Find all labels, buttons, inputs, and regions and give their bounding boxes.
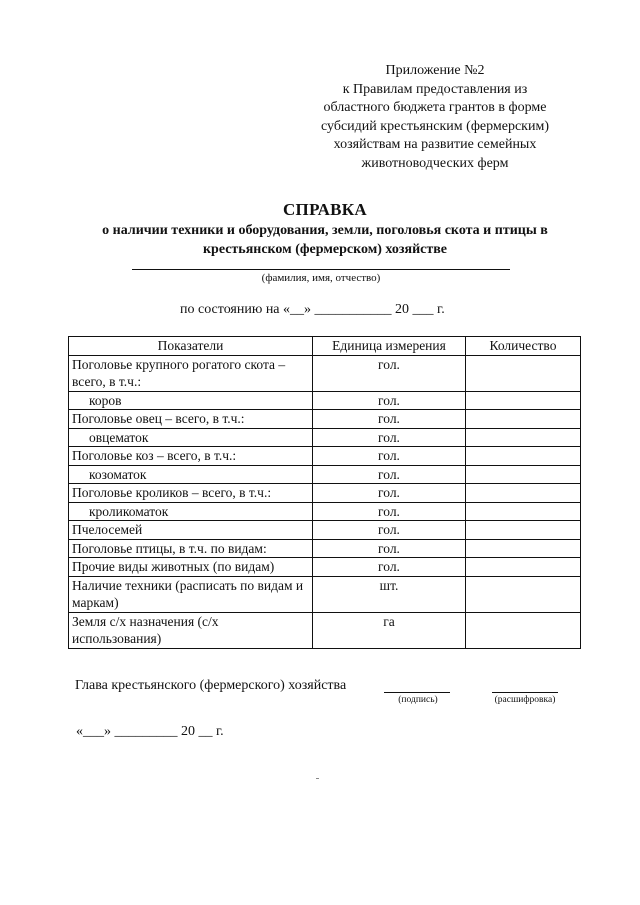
quantity-cell[interactable]: [466, 484, 581, 503]
document-title: СПРАВКА: [282, 200, 368, 219]
table-row: [69, 391, 581, 410]
quantity-cell[interactable]: [466, 521, 581, 540]
indicator-cell: Поголовье птицы, в т.ч. по видам:: [69, 539, 313, 558]
subtitle-line: крестьянском (фермерском) хозяйстве: [202, 242, 448, 257]
decoding-blank-line[interactable]: [492, 692, 558, 693]
document-subtitle: [40, 221, 610, 259]
unit-cell: гол.: [313, 410, 466, 429]
quantity-cell[interactable]: [466, 576, 581, 612]
decoding-caption: (расшифровка): [494, 695, 556, 705]
indicator-cell: козоматок: [69, 465, 313, 484]
unit-cell: гол.: [313, 355, 466, 391]
unit-cell: гол.: [313, 428, 466, 447]
signature-label: Глава крестьянского (фермерского) хозяйства: [75, 678, 347, 693]
indicator-cell: Поголовье кроликов – всего, в т.ч.:: [69, 484, 313, 503]
fio-blank-line[interactable]: [132, 269, 510, 270]
indicator-cell: коров: [69, 391, 313, 410]
as-of-date: по состоянию на «__» ___________ 20 ___ г.: [180, 302, 445, 317]
table-row: [69, 521, 581, 540]
indicator-cell: Пчелосемей: [69, 521, 313, 540]
fio-caption: (фамилия, имя, отчество): [261, 272, 381, 284]
unit-cell: гол.: [313, 484, 466, 503]
indicators-table: [68, 336, 581, 649]
header-unit: Единица измерения: [313, 337, 466, 356]
indicator-cell: Поголовье овец – всего, в т.ч.:: [69, 410, 313, 429]
appendix-line: к Правилам предоставления из: [342, 81, 528, 97]
signature-caption: (подпись): [398, 695, 438, 705]
table-row: [69, 558, 581, 577]
table-header-row: [69, 337, 581, 356]
unit-cell: гол.: [313, 502, 466, 521]
unit-cell: шт.: [313, 576, 466, 612]
indicator-cell: Поголовье коз – всего, в т.ч.:: [69, 447, 313, 466]
table-row: [69, 355, 581, 391]
table-row: [69, 428, 581, 447]
appendix-line: Приложение №2: [385, 63, 485, 78]
table-row: [69, 612, 581, 648]
quantity-cell[interactable]: [466, 502, 581, 521]
table-row: [69, 465, 581, 484]
appendix-header: [290, 62, 580, 174]
table-row: [69, 502, 581, 521]
appendix-line: субсидий крестьянским (фермерским): [321, 118, 549, 134]
indicator-cell: Прочие виды животных (по видам): [69, 558, 313, 577]
table-row: [69, 484, 581, 503]
unit-cell: гол.: [313, 521, 466, 540]
subtitle-line: о наличии техники и оборудования, земли, поголовья скота и птицы в: [102, 223, 548, 238]
quantity-cell[interactable]: [466, 447, 581, 466]
quantity-cell[interactable]: [466, 355, 581, 391]
indicator-cell: овцематок: [69, 428, 313, 447]
appendix-line: животноводческих ферм: [361, 155, 509, 171]
indicator-cell: Поголовье крупного рогатого скота – всего, в т.ч.:: [69, 355, 313, 391]
table-row: [69, 576, 581, 612]
quantity-cell[interactable]: [466, 410, 581, 429]
header-quantity: Количество: [466, 337, 581, 356]
quantity-cell[interactable]: [466, 391, 581, 410]
table-row: [69, 447, 581, 466]
unit-cell: гол.: [313, 465, 466, 484]
quantity-cell[interactable]: [466, 465, 581, 484]
signature-blank-line[interactable]: [384, 692, 450, 693]
appendix-line: хозяйствам на развитие семейных: [333, 137, 537, 153]
unit-cell: гол.: [313, 558, 466, 577]
scan-artifact: [316, 778, 319, 779]
indicator-cell: Земля с/х назначения (с/х использования): [69, 612, 313, 648]
unit-cell: га: [313, 612, 466, 648]
appendix-line: областного бюджета грантов в форме: [323, 100, 547, 116]
unit-cell: гол.: [313, 447, 466, 466]
unit-cell: гол.: [313, 539, 466, 558]
table-row: [69, 410, 581, 429]
indicator-cell: кроликоматок: [69, 502, 313, 521]
signature-date: «___» _________ 20 __ г.: [76, 724, 224, 739]
quantity-cell[interactable]: [466, 558, 581, 577]
unit-cell: гол.: [313, 391, 466, 410]
header-indicators: Показатели: [69, 337, 313, 356]
quantity-cell[interactable]: [466, 539, 581, 558]
indicator-cell: Наличие техники (расписать по видам и маркам): [69, 576, 313, 612]
quantity-cell[interactable]: [466, 612, 581, 648]
table-row: [69, 539, 581, 558]
quantity-cell[interactable]: [466, 428, 581, 447]
